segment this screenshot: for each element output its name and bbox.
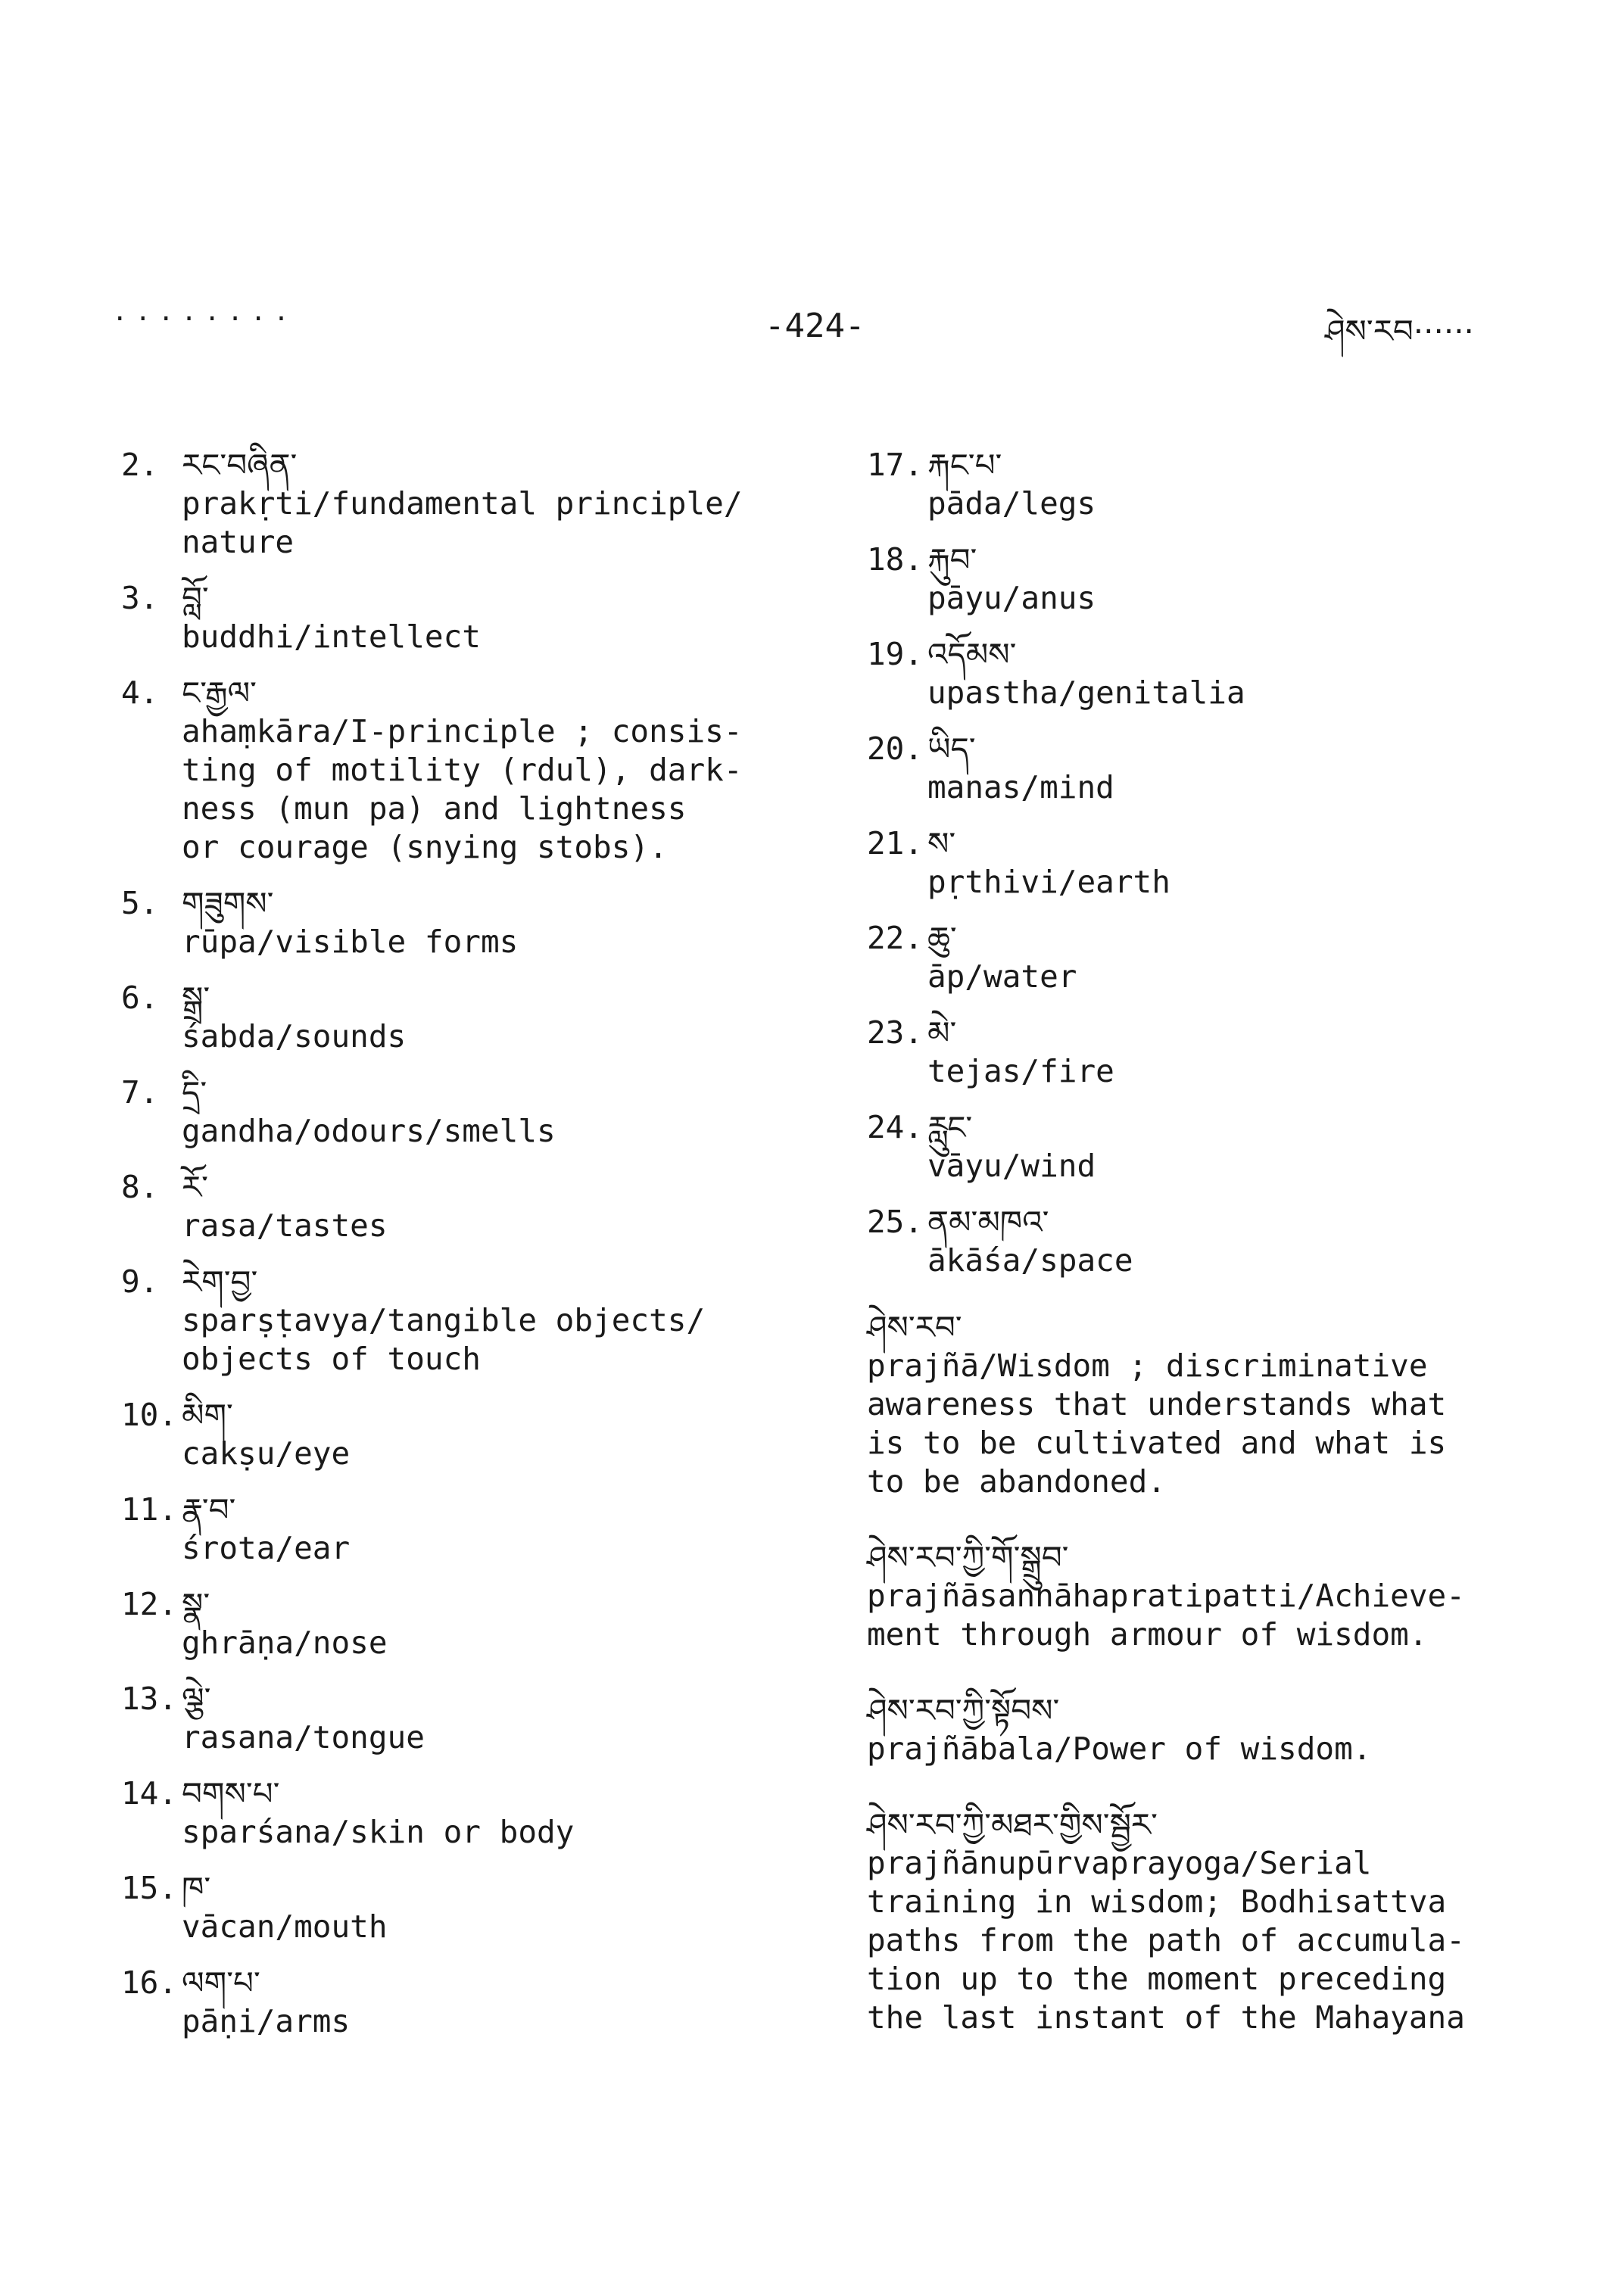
entry-headword — [121, 1673, 803, 1718]
dictionary-entry — [121, 1957, 803, 2041]
dictionary-entry — [867, 1101, 1548, 1185]
dictionary-entry — [121, 572, 803, 656]
entry-number: 20. — [867, 731, 924, 767]
dictionary-entry — [121, 1067, 803, 1151]
entry-gloss: vācan/mouth — [182, 1908, 388, 1945]
entry-headword — [121, 1957, 803, 2002]
entry-headword — [867, 1799, 1548, 1844]
entry-headword — [867, 1007, 1548, 1052]
dictionary-entry — [867, 1684, 1548, 1768]
tibetan-term: ས་ — [927, 825, 956, 862]
left-column — [121, 439, 803, 2052]
entry-gloss: pāṇi/arms — [182, 2003, 351, 2039]
dictionary-entry — [121, 667, 803, 867]
entry-number: 12. — [121, 1586, 178, 1622]
tibetan-term: ཡིད་ — [927, 731, 976, 768]
entry-gloss: śabda/sounds — [182, 1018, 407, 1055]
tibetan-term: བགས་པ་ — [182, 1775, 280, 1812]
entry-gloss: prakṛti/fundamental principle/ nature — [182, 485, 743, 560]
tibetan-term: ཤེས་རབ་ཀྱི་གོ་སྒྲུབ་ — [867, 1539, 1069, 1576]
entry-headword — [121, 1862, 803, 1908]
entry-headword — [867, 818, 1548, 863]
entry-number: 23. — [867, 1014, 924, 1051]
tibetan-term: རོ་ — [182, 1169, 208, 1206]
header-dots: ........ — [112, 297, 297, 327]
entry-gloss: upastha/genitalia — [927, 675, 1245, 711]
entry-number: 7. — [121, 1074, 159, 1111]
entry-headword — [121, 667, 803, 712]
entry-gloss: sparśana/skin or body — [182, 1814, 575, 1850]
entry-headword — [121, 1161, 803, 1207]
tibetan-term: མིག་ — [182, 1397, 233, 1434]
entry-gloss: rasana/tongue — [182, 1719, 425, 1756]
entry-gloss: prajñā/Wisdom ; discriminative awareness that understands what is to be cultivated and what is to be abandoned. — [867, 1347, 1447, 1500]
entry-gloss: pṛthivi/earth — [927, 864, 1170, 900]
tibetan-term: ང་རྒྱལ་ — [182, 675, 257, 712]
entry-headword — [867, 439, 1548, 484]
dictionary-entry — [121, 1578, 803, 1662]
entry-headword — [121, 972, 803, 1017]
entry-headword — [121, 1768, 803, 1813]
tibetan-term: རླུང་ — [927, 1109, 973, 1146]
entry-headword — [121, 1578, 803, 1624]
entry-gloss: pāyu/anus — [927, 580, 1096, 616]
tibetan-term: ཤེས་རབ་ཀྱི་སྟོབས་ — [867, 1692, 1060, 1729]
entry-number: 2. — [121, 447, 159, 483]
entry-headword — [121, 572, 803, 618]
entry-headword — [867, 1101, 1548, 1147]
entry-headword — [121, 1067, 803, 1112]
entry-gloss: ākāśa/space — [927, 1242, 1133, 1279]
dictionary-entry — [867, 912, 1548, 996]
dictionary-entry — [867, 1531, 1548, 1654]
tibetan-term: རེག་བྱ་ — [182, 1263, 258, 1301]
dictionary-entry — [121, 1484, 803, 1568]
dictionary-entry — [867, 534, 1548, 618]
entry-headword — [121, 1256, 803, 1301]
page-number: -424- — [765, 307, 865, 345]
entry-gloss: buddhi/intellect — [182, 618, 481, 655]
entry-number: 5. — [121, 885, 159, 921]
right-column — [867, 439, 1548, 2067]
dictionary-entry — [121, 972, 803, 1056]
entry-number: 17. — [867, 447, 924, 483]
dictionary-entry — [121, 1256, 803, 1379]
entry-number: 19. — [867, 636, 924, 672]
tibetan-term: ཤེས་རབ་ — [867, 1309, 962, 1346]
entry-number: 18. — [867, 541, 924, 578]
entry-gloss: rasa/tastes — [182, 1207, 388, 1244]
entry-gloss: rūpa/visible forms — [182, 924, 519, 960]
entry-gloss: āp/water — [927, 958, 1077, 995]
entry-gloss: śrota/ear — [182, 1530, 351, 1566]
entry-gloss: manas/mind — [927, 769, 1114, 805]
entry-number: 6. — [121, 980, 159, 1016]
tibetan-term: ཆུ་ — [927, 920, 957, 957]
tibetan-term: ཤེས་རབ་ཀྱི་མཐར་གྱིས་སྦྱོར་ — [867, 1806, 1158, 1843]
tibetan-term: ལྕེ་ — [182, 1681, 211, 1718]
entry-number: 25. — [867, 1204, 924, 1240]
dictionary-entry — [867, 1301, 1548, 1501]
entry-number: 3. — [121, 580, 159, 616]
entry-number: 11. — [121, 1491, 178, 1528]
entry-number: 10. — [121, 1397, 178, 1433]
dictionary-entry — [867, 439, 1548, 523]
entry-number: 24. — [867, 1109, 924, 1145]
tibetan-term: དྲི་ — [182, 1074, 207, 1111]
entry-number: 9. — [121, 1263, 159, 1300]
running-head: ཤེས་རབ······ — [1325, 313, 1474, 350]
dictionary-entry — [867, 1799, 1548, 2037]
entry-gloss: ahaṃkāra/I-principle ; consis- ting of motility (rdul), dark- ness (mun pa) and lightness or courage (snying stobs). — [182, 713, 743, 865]
tibetan-term: འདོམས་ — [927, 636, 1017, 673]
entry-headword — [121, 439, 803, 484]
entry-gloss: sparṣṭavya/tangible objects/ objects of touch — [182, 1302, 706, 1377]
dictionary-entry — [121, 1673, 803, 1757]
entry-gloss: pāda/legs — [927, 485, 1096, 522]
entry-headword — [121, 877, 803, 923]
entry-number: 22. — [867, 920, 924, 956]
dictionary-entry — [121, 439, 803, 562]
tibetan-term: ཁ་ — [182, 1870, 211, 1907]
entry-gloss: gandha/odours/smells — [182, 1113, 556, 1149]
entry-headword — [867, 912, 1548, 958]
entry-headword — [867, 534, 1548, 579]
dictionary-entry — [121, 877, 803, 961]
entry-number: 15. — [121, 1870, 178, 1906]
dictionary-entry — [867, 1196, 1548, 1280]
tibetan-term: སྒྲ་ — [182, 980, 210, 1017]
entry-headword — [867, 1684, 1548, 1730]
entry-number: 14. — [121, 1775, 178, 1812]
dictionary-entry — [121, 1161, 803, 1245]
entry-headword — [867, 1531, 1548, 1577]
entry-gloss: tejas/fire — [927, 1053, 1114, 1089]
tibetan-term: རྐུབ་ — [927, 541, 977, 578]
entry-number: 13. — [121, 1681, 178, 1717]
entry-headword — [121, 1389, 803, 1435]
tibetan-term: རྐང་པ་ — [927, 447, 1002, 484]
dictionary-entry — [867, 723, 1548, 807]
entry-number: 16. — [121, 1964, 178, 2001]
tibetan-term: ནམ་མཁའ་ — [927, 1204, 1049, 1241]
entry-number: 21. — [867, 825, 924, 861]
entry-headword — [867, 1196, 1548, 1242]
entry-gloss: ghrāṇa/nose — [182, 1625, 388, 1661]
entry-headword — [121, 1484, 803, 1529]
entry-gloss: prajñābala/Power of wisdom. — [867, 1731, 1372, 1767]
dictionary-entry — [867, 818, 1548, 902]
entry-gloss: cakṣu/eye — [182, 1435, 351, 1472]
dictionary-entry — [121, 1768, 803, 1852]
entry-gloss: prajñānupūrvaprayoga/Serial training in wisdom; Bodhisattva paths from the path of accumula- tion up to the moment preceding the last instant of the Mahayana — [867, 1845, 1465, 2036]
entry-gloss: vāyu/wind — [927, 1148, 1096, 1184]
entry-headword — [867, 628, 1548, 674]
tibetan-term: བློ་ — [182, 580, 209, 617]
tibetan-term: ལག་པ་ — [182, 1964, 260, 2002]
tibetan-term: སྣ་ — [182, 1586, 210, 1623]
dictionary-entry — [867, 628, 1548, 712]
tibetan-term: གཟུགས་ — [182, 885, 274, 922]
tibetan-term: རྣ་བ་ — [182, 1491, 236, 1528]
tibetan-term: རང་བཞིན་ — [182, 447, 298, 484]
entry-number: 4. — [121, 675, 159, 711]
entry-gloss: prajñāsannāhapratipatti/Achieve- ment through armour of wisdom. — [867, 1578, 1465, 1653]
entry-headword — [867, 723, 1548, 768]
entry-headword — [867, 1301, 1548, 1347]
dictionary-entry — [121, 1389, 803, 1473]
dictionary-entry — [121, 1862, 803, 1946]
entry-number: 8. — [121, 1169, 159, 1205]
tibetan-term: མེ་ — [927, 1014, 957, 1051]
dictionary-entry — [867, 1007, 1548, 1091]
